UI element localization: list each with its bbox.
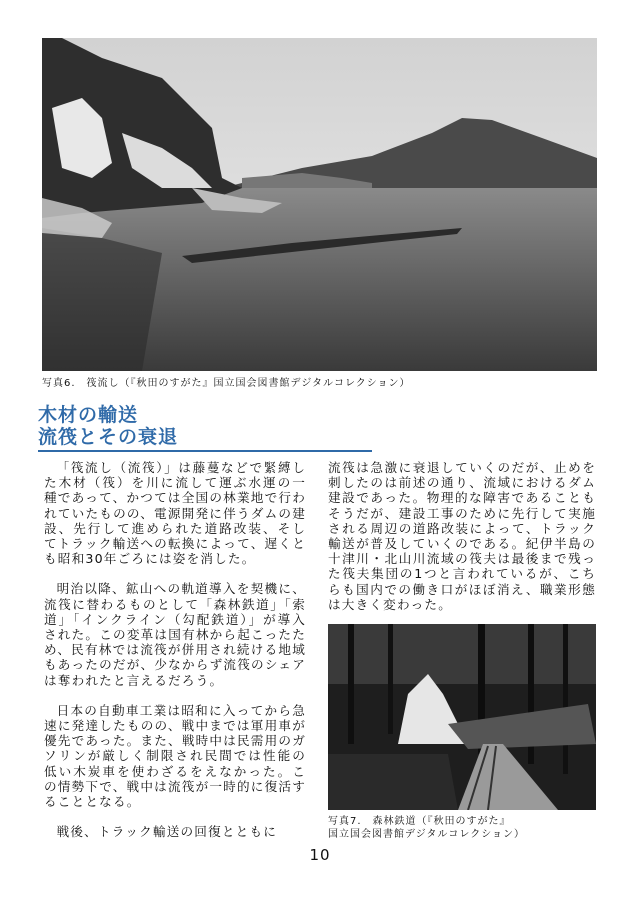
paragraph: 日本の自動車工業は昭和に入ってから急速に発達したものの、戦中までは軍用車が優先であった。また、戦時中は民需用のガソリンが厳しく制限され民間では性能の低い木炭車を使わざるをえなかった。この情勢下で、戦中は流筏が一時的に復活することとなる。 — [44, 702, 306, 810]
photo-7-caption — [328, 815, 603, 841]
photo-forest-railway-image — [328, 624, 596, 810]
page-number: 10 — [309, 846, 331, 864]
photo-raft-river-image — [42, 38, 597, 371]
paragraph: 「筏流し（流筏）」は藤蔓などで緊縛した木材（筏）を川に流して運ぶ水運の一種であって、かつては全国の林業地で行われていたものの、電源開発に伴うダムの建設、先行して進められた道路改装、そしてトラック輸送への転換によって、遅くとも昭和30年ごろには姿を消した。 — [44, 460, 306, 567]
photo-6-caption: 写真6. 筏流し（『秋田のすがた』国立国会図書館デジタルコレクション） — [42, 378, 411, 389]
paragraph: 明治以降、鉱山への軌道導入を契機に、流筏に替わるものとして「森林鉄道」「索道」「インクライン（勾配鉄道）」が導入された。この変革は国有林から起こったため、民有林では流筏が併用され続ける地域もあったのだが、少なからず流筏のシェアは奪われたと言えるだろう。 — [44, 581, 306, 688]
right-text-column — [328, 460, 596, 627]
section-heading-line1: 木材の輸送 — [38, 404, 139, 426]
paragraph: 戦後、トラック輸送の回復とともに — [56, 824, 278, 840]
photo-7-caption-line1: 写真7. 森林鉄道（『秋田のすがた』 — [328, 816, 511, 827]
left-text-column — [44, 460, 306, 854]
photo-raft-river — [42, 38, 597, 371]
photo-forest-railway — [328, 624, 596, 810]
photo-7-caption-line2: 国立国会図書館デジタルコレクション） — [328, 829, 525, 840]
section-heading-line2: 流筏とその衰退 — [38, 426, 179, 448]
paragraph: 流筏は急激に衰退していくのだが、止めを刺したのは前述の通り、流域におけるダム建設であった。物理的な障害であることもそうだが、建設工事のために先行して実施される周辺の道路改装によって、トラック輸送が普及していくのである。紀伊半島の十津川・北山川流域の筏夫は最後まで残った筏夫集団の1つと言われているが、こちらも国内での働き口がほぼ消え、職業形態は大きく変わった。 — [328, 460, 596, 612]
section-heading — [38, 404, 372, 452]
